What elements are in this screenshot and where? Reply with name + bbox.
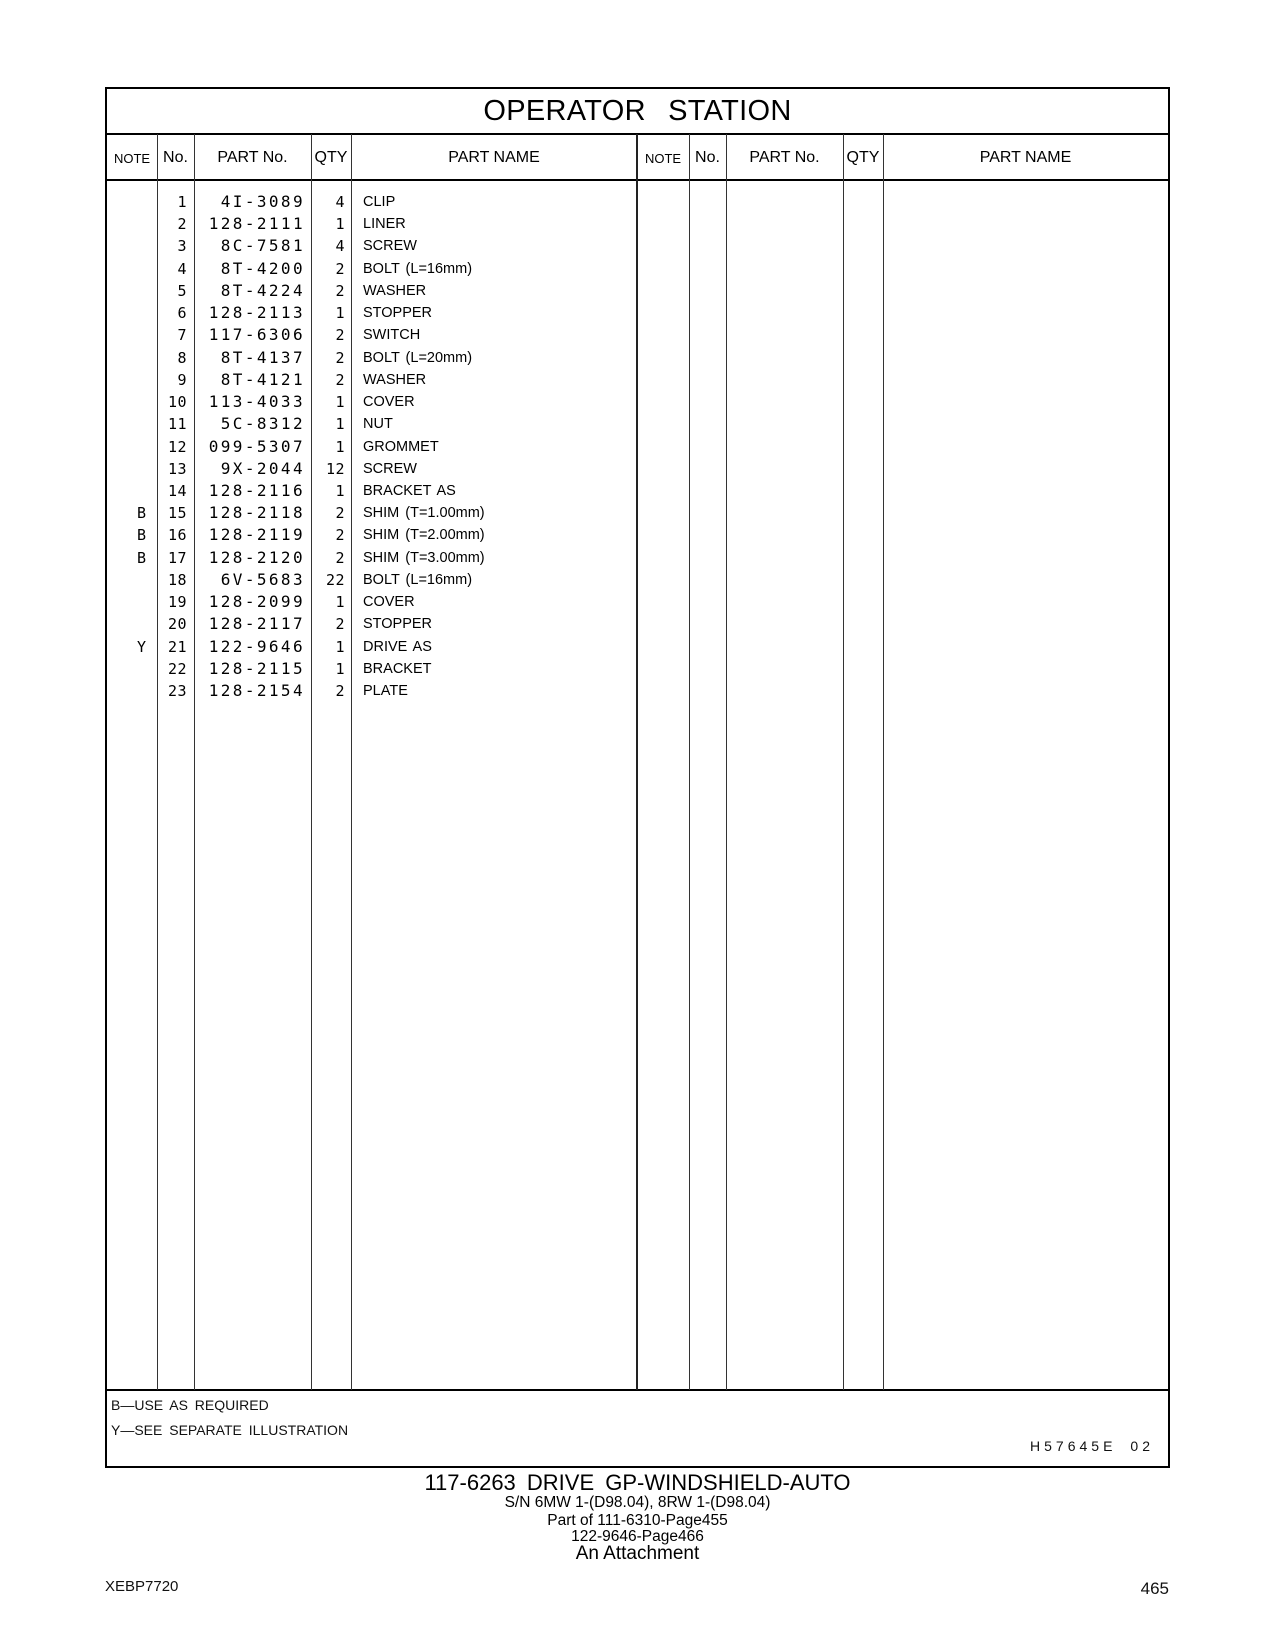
part-of-reference: Part of 111-6310-Page455 <box>547 1512 728 1529</box>
table-row <box>107 213 637 235</box>
row-part-name: BRACKET <box>363 660 432 677</box>
row-part-name: WASHER <box>363 282 427 299</box>
row-number: 8 <box>177 348 187 367</box>
row-number: 20 <box>167 615 187 634</box>
row-number: 13 <box>167 459 187 478</box>
row-note <box>107 458 157 480</box>
row-quantity: 22 <box>325 570 345 589</box>
serial-range: S/N 6MW 1-(D98.04), 8RW 1-(D98.04) <box>504 1494 771 1511</box>
row-note: Y <box>136 637 146 656</box>
page-title: OPERATOR STATION <box>483 95 792 127</box>
table-row <box>107 547 637 569</box>
illustration-revision: 02 <box>1130 1438 1154 1454</box>
table-row <box>107 302 637 324</box>
table-row <box>107 636 637 658</box>
row-note <box>107 280 157 302</box>
row-part-number: 8T-4121 <box>220 369 305 389</box>
row-note <box>107 569 157 591</box>
table-row <box>107 436 637 458</box>
table-row <box>107 324 637 346</box>
row-quantity: 1 <box>335 393 345 412</box>
row-quantity: 2 <box>335 348 345 367</box>
page-number: 465 <box>1140 1579 1169 1598</box>
row-part-name: SHIM (T=1.00mm) <box>363 505 485 522</box>
row-part-number: 113-4033 <box>208 392 305 412</box>
row-note <box>107 613 157 635</box>
row-number: 9 <box>177 370 187 389</box>
row-note <box>107 391 157 413</box>
row-number: 17 <box>167 548 187 567</box>
row-note <box>107 191 157 213</box>
column-divider <box>883 134 884 1390</box>
header-note-right: NOTE <box>644 150 682 166</box>
parts-table <box>105 87 1170 1468</box>
row-quantity: 1 <box>335 304 345 323</box>
document-id: XEBP7720 <box>105 1578 179 1595</box>
row-number: 10 <box>167 393 187 412</box>
row-note <box>107 413 157 435</box>
note-y: Y—SEE SEPARATE ILLUSTRATION <box>111 1422 349 1438</box>
column-divider <box>689 134 690 1390</box>
row-quantity: 2 <box>335 370 345 389</box>
row-part-number: 8T-4200 <box>220 258 305 278</box>
row-part-name: GROMMET <box>363 438 439 455</box>
row-quantity: 1 <box>335 659 345 678</box>
row-part-name: BOLT (L=16mm) <box>363 571 473 588</box>
row-quantity: 1 <box>335 637 345 656</box>
table-row <box>107 347 637 369</box>
header-no-right: No. <box>695 149 720 166</box>
table-row <box>107 524 637 546</box>
row-number: 6 <box>177 304 187 323</box>
row-number: 11 <box>167 415 187 434</box>
header-qty-right: QTY <box>846 149 880 166</box>
row-number: 21 <box>167 637 187 656</box>
row-quantity: 2 <box>335 326 345 345</box>
table-row <box>107 502 637 524</box>
row-part-name: SHIM (T=2.00mm) <box>363 527 485 544</box>
row-note <box>107 235 157 257</box>
row-note <box>107 213 157 235</box>
row-part-number: 5C-8312 <box>220 414 305 434</box>
row-note <box>107 480 157 502</box>
header-part-name-right: PART NAME <box>979 149 1072 166</box>
row-note <box>107 302 157 324</box>
row-part-name: SWITCH <box>363 327 421 344</box>
row-part-number: 128-2116 <box>208 480 305 500</box>
table-row <box>107 413 637 435</box>
row-part-number: 128-2111 <box>208 214 305 234</box>
row-number: 12 <box>167 437 187 456</box>
table-row <box>107 569 637 591</box>
row-note <box>107 369 157 391</box>
row-quantity: 1 <box>335 593 345 612</box>
page-reference: 122-9646-Page466 <box>571 1528 704 1545</box>
row-note <box>107 680 157 702</box>
row-quantity: 12 <box>325 459 345 478</box>
illustration-number: H57645E <box>1030 1438 1117 1454</box>
header-part-name-left: PART NAME <box>448 149 540 166</box>
row-number: 4 <box>177 259 187 278</box>
row-part-number: 128-2119 <box>208 525 305 545</box>
row-number: 16 <box>167 526 187 545</box>
row-part-number: 128-2115 <box>208 658 305 678</box>
header-no-left: No. <box>163 149 188 166</box>
row-part-name: SHIM (T=3.00mm) <box>363 549 485 566</box>
row-part-number: 128-2120 <box>208 547 305 567</box>
row-quantity: 4 <box>335 237 345 256</box>
row-note <box>107 324 157 346</box>
row-part-number: 8T-4137 <box>220 347 305 367</box>
table-row <box>107 658 637 680</box>
row-part-number: 128-2113 <box>208 303 305 323</box>
row-quantity: 1 <box>335 437 345 456</box>
row-part-name: BOLT (L=20mm) <box>363 349 473 366</box>
table-row <box>107 369 637 391</box>
row-quantity: 1 <box>335 481 345 500</box>
header-part-no-left: PART No. <box>217 149 288 166</box>
header-qty-left: QTY <box>314 149 348 166</box>
row-part-name: SCREW <box>363 460 417 477</box>
table-row <box>107 458 637 480</box>
row-note <box>107 436 157 458</box>
table-row <box>107 235 637 257</box>
row-part-number: 099-5307 <box>208 436 305 456</box>
row-quantity: 1 <box>335 215 345 234</box>
table-row <box>107 480 637 502</box>
row-note: B <box>136 526 146 545</box>
row-number: 15 <box>167 504 187 523</box>
row-note <box>107 591 157 613</box>
table-row <box>107 258 637 280</box>
row-quantity: 2 <box>335 281 345 300</box>
row-quantity: 2 <box>335 548 345 567</box>
row-quantity: 2 <box>335 615 345 634</box>
row-note: B <box>136 548 146 567</box>
header-note-left: NOTE <box>113 150 151 166</box>
table-row <box>107 591 637 613</box>
group-type: An Attachment <box>575 1543 700 1564</box>
row-part-name: STOPPER <box>363 305 433 322</box>
row-note <box>107 347 157 369</box>
row-quantity: 2 <box>335 682 345 701</box>
row-part-number: 128-2118 <box>208 503 305 523</box>
row-quantity: 2 <box>335 259 345 278</box>
row-number: 14 <box>167 481 187 500</box>
row-part-name: COVER <box>363 394 415 411</box>
row-part-number: 117-6306 <box>208 325 305 345</box>
row-number: 19 <box>167 593 187 612</box>
row-part-name: STOPPER <box>363 616 433 633</box>
header-part-no-right: PART No. <box>749 149 820 166</box>
row-note <box>107 658 157 680</box>
row-number: 1 <box>177 193 187 211</box>
row-part-name: CLIP <box>363 194 396 210</box>
row-part-number: 128-2099 <box>208 592 305 612</box>
column-divider <box>726 134 727 1390</box>
note-b: B—USE AS REQUIRED <box>111 1397 269 1413</box>
row-number: 3 <box>177 237 187 256</box>
row-number: 23 <box>167 682 187 701</box>
row-number: 22 <box>167 659 187 678</box>
row-quantity: 2 <box>335 504 345 523</box>
table-row <box>107 680 637 702</box>
table-row <box>107 613 637 635</box>
row-part-name: NUT <box>363 416 393 433</box>
row-number: 2 <box>177 215 187 234</box>
row-quantity: 2 <box>335 526 345 545</box>
column-divider <box>843 134 844 1390</box>
row-part-number: 8T-4224 <box>220 280 305 300</box>
row-part-number: 4I-3089 <box>220 192 305 211</box>
row-part-name: DRIVE AS <box>363 638 432 655</box>
row-part-name: COVER <box>363 594 415 611</box>
table-row <box>107 280 637 302</box>
row-part-number: 122-9646 <box>208 636 305 656</box>
row-number: 7 <box>177 326 187 345</box>
row-part-number: 6V-5683 <box>220 569 305 589</box>
row-part-name: BRACKET AS <box>363 482 456 499</box>
row-part-number: 8C-7581 <box>220 236 305 256</box>
illustration-code <box>1030 1437 1154 1455</box>
row-part-name: WASHER <box>363 371 427 388</box>
row-part-number: 128-2154 <box>208 681 305 701</box>
row-note: B <box>136 504 146 523</box>
row-part-name: BOLT (L=16mm) <box>363 260 473 277</box>
row-part-number: 9X-2044 <box>220 458 305 478</box>
row-note <box>107 258 157 280</box>
row-part-name: PLATE <box>363 683 408 700</box>
row-part-name: LINER <box>363 216 406 233</box>
row-number: 18 <box>167 570 187 589</box>
row-quantity: 1 <box>335 415 345 434</box>
table-row <box>107 391 637 413</box>
row-quantity: 4 <box>335 193 345 211</box>
row-number: 5 <box>177 281 187 300</box>
row-part-name: SCREW <box>363 238 417 255</box>
table-row <box>107 191 637 213</box>
group-title: 117-6263 DRIVE GP-WINDSHIELD-AUTO <box>424 1470 851 1495</box>
row-part-number: 128-2117 <box>208 614 305 634</box>
